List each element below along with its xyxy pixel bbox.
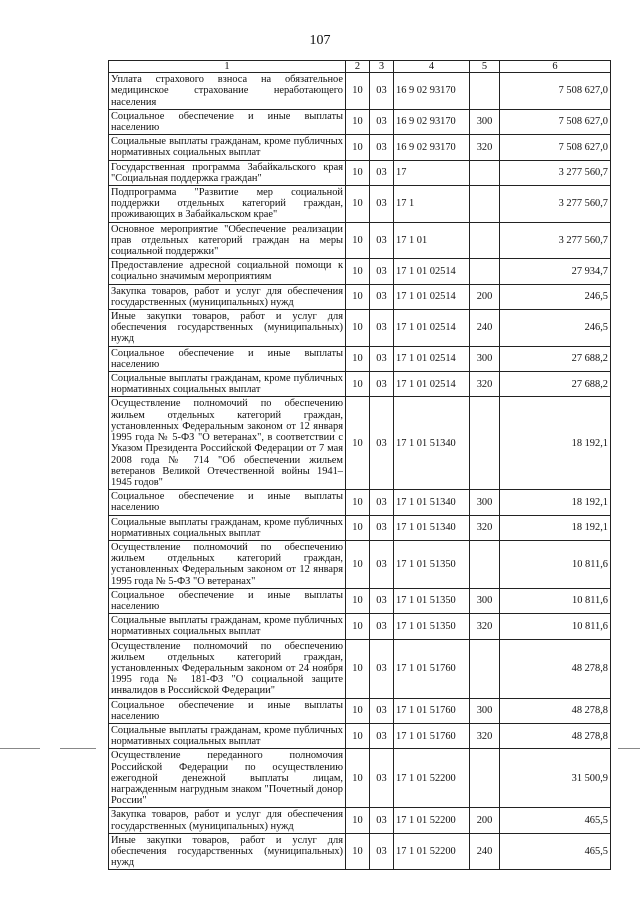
table-row <box>109 73 611 110</box>
row-section-cell: 10 <box>346 346 370 371</box>
row-name-cell: Уплата страхового взноса на обязательное медицинское страхование неработающего населения <box>109 73 346 110</box>
row-section-cell: 10 <box>346 749 370 808</box>
row-name-cell: Иные закупки товаров, работ и услуг для обеспечения государственных (муниципальных) нужд <box>109 833 346 870</box>
row-expense-type-cell: 300 <box>470 490 500 515</box>
row-amount-cell: 18 192,1 <box>500 490 611 515</box>
table-row <box>109 490 611 515</box>
row-amount-cell: 27 934,7 <box>500 259 611 284</box>
row-subsection-cell: 03 <box>370 639 394 698</box>
row-name-cell: Осуществление переданного полномочия Российской Федерации по осуществлению ежегодной денежной выплаты лицам, награжденным нагрудным знаком "Почетный донор России" <box>109 749 346 808</box>
row-target-code-cell: 17 1 01 52200 <box>394 749 470 808</box>
row-target-code-cell: 17 1 01 02514 <box>394 310 470 347</box>
row-target-code-cell: 17 1 01 <box>394 222 470 259</box>
row-subsection-cell: 03 <box>370 346 394 371</box>
row-amount-cell: 465,5 <box>500 833 611 870</box>
row-name-cell: Закупка товаров, работ и услуг для обеспечения государственных (муниципальных) нужд <box>109 284 346 309</box>
row-amount-cell: 7 508 627,0 <box>500 109 611 134</box>
row-name-cell: Социальное обеспечение и иные выплаты населению <box>109 698 346 723</box>
table-row <box>109 515 611 540</box>
row-subsection-cell: 03 <box>370 808 394 833</box>
row-subsection-cell: 03 <box>370 284 394 309</box>
table-row <box>109 259 611 284</box>
row-subsection-cell: 03 <box>370 73 394 110</box>
table-row <box>109 397 611 490</box>
row-subsection-cell: 03 <box>370 515 394 540</box>
table-row <box>109 588 611 613</box>
row-section-cell: 10 <box>346 698 370 723</box>
row-name-cell: Закупка товаров, работ и услуг для обеспечения государственных (муниципальных) нужд <box>109 808 346 833</box>
row-name-cell: Осуществление полномочий по обеспечению жильем отдельных категорий граждан, установленных Федеральным законом от 12 января 1995 года № 5-ФЗ "О ветеранах" <box>109 540 346 588</box>
row-expense-type-cell: 300 <box>470 109 500 134</box>
table-row <box>109 749 611 808</box>
row-name-cell: Социальное обеспечение и иные выплаты населению <box>109 109 346 134</box>
row-name-cell: Иные закупки товаров, работ и услуг для обеспечения государственных (муниципальных) нужд <box>109 310 346 347</box>
table-row <box>109 639 611 698</box>
header-cell-expense-type: 5 <box>470 61 500 73</box>
row-expense-type-cell: 200 <box>470 808 500 833</box>
row-amount-cell: 10 811,6 <box>500 588 611 613</box>
row-amount-cell: 27 688,2 <box>500 372 611 397</box>
row-name-cell: Подпрограмма "Развитие мер социальной поддержки отдельных категорий граждан, проживающих в Забайкальском крае" <box>109 186 346 223</box>
row-subsection-cell: 03 <box>370 222 394 259</box>
row-section-cell: 10 <box>346 372 370 397</box>
row-section-cell: 10 <box>346 73 370 110</box>
header-row <box>109 61 611 73</box>
row-target-code-cell: 17 1 01 52200 <box>394 833 470 870</box>
row-section-cell: 10 <box>346 588 370 613</box>
row-amount-cell: 7 508 627,0 <box>500 135 611 160</box>
row-target-code-cell: 17 1 01 51760 <box>394 723 470 748</box>
row-target-code-cell: 17 1 01 51340 <box>394 490 470 515</box>
row-name-cell: Социальные выплаты гражданам, кроме публичных нормативных социальных выплат <box>109 372 346 397</box>
row-amount-cell: 10 811,6 <box>500 614 611 639</box>
row-section-cell: 10 <box>346 284 370 309</box>
table-row <box>109 222 611 259</box>
row-amount-cell: 246,5 <box>500 284 611 309</box>
row-expense-type-cell: 300 <box>470 588 500 613</box>
row-expense-type-cell: 320 <box>470 614 500 639</box>
scan-artifact-line <box>618 748 640 749</box>
row-amount-cell: 48 278,8 <box>500 698 611 723</box>
row-expense-type-cell: 240 <box>470 833 500 870</box>
row-expense-type-cell: 300 <box>470 346 500 371</box>
row-name-cell: Государственная программа Забайкальского края "Социальная поддержка граждан" <box>109 160 346 185</box>
row-expense-type-cell: 240 <box>470 310 500 347</box>
row-target-code-cell: 17 1 01 51760 <box>394 639 470 698</box>
row-expense-type-cell: 200 <box>470 284 500 309</box>
row-target-code-cell: 17 1 01 02514 <box>394 259 470 284</box>
table-row <box>109 540 611 588</box>
row-section-cell: 10 <box>346 723 370 748</box>
row-subsection-cell: 03 <box>370 588 394 613</box>
table-row <box>109 346 611 371</box>
row-name-cell: Основное мероприятие "Обеспечение реализации прав отдельных категорий граждан на меры социальной поддержки" <box>109 222 346 259</box>
row-expense-type-cell <box>470 160 500 185</box>
row-subsection-cell: 03 <box>370 614 394 639</box>
table-row <box>109 284 611 309</box>
row-name-cell: Социальные выплаты гражданам, кроме публичных нормативных социальных выплат <box>109 515 346 540</box>
row-amount-cell: 10 811,6 <box>500 540 611 588</box>
row-name-cell: Социальное обеспечение и иные выплаты населению <box>109 588 346 613</box>
row-section-cell: 10 <box>346 222 370 259</box>
row-section-cell: 10 <box>346 490 370 515</box>
header-cell-subsection: 3 <box>370 61 394 73</box>
row-section-cell: 10 <box>346 186 370 223</box>
row-name-cell: Социальное обеспечение и иные выплаты населению <box>109 346 346 371</box>
row-expense-type-cell <box>470 639 500 698</box>
row-target-code-cell: 17 1 01 02514 <box>394 346 470 371</box>
row-expense-type-cell: 320 <box>470 515 500 540</box>
row-name-cell: Предоставление адресной социальной помощи к социально значимым мероприятиям <box>109 259 346 284</box>
row-target-code-cell: 17 1 01 51340 <box>394 515 470 540</box>
row-amount-cell: 31 500,9 <box>500 749 611 808</box>
row-section-cell: 10 <box>346 808 370 833</box>
row-section-cell: 10 <box>346 639 370 698</box>
row-target-code-cell: 16 9 02 93170 <box>394 109 470 134</box>
row-expense-type-cell: 320 <box>470 723 500 748</box>
row-target-code-cell: 17 1 01 51760 <box>394 698 470 723</box>
row-section-cell: 10 <box>346 259 370 284</box>
row-target-code-cell: 17 1 01 02514 <box>394 284 470 309</box>
row-section-cell: 10 <box>346 310 370 347</box>
row-subsection-cell: 03 <box>370 135 394 160</box>
table-row <box>109 310 611 347</box>
table-row <box>109 186 611 223</box>
header-cell-target-code: 4 <box>394 61 470 73</box>
page-number: 107 <box>309 33 331 48</box>
row-expense-type-cell <box>470 259 500 284</box>
row-subsection-cell: 03 <box>370 833 394 870</box>
row-subsection-cell: 03 <box>370 397 394 490</box>
row-target-code-cell: 17 1 01 52200 <box>394 808 470 833</box>
row-expense-type-cell <box>470 186 500 223</box>
row-amount-cell: 27 688,2 <box>500 346 611 371</box>
row-target-code-cell: 17 1 <box>394 186 470 223</box>
row-target-code-cell: 16 9 02 93170 <box>394 73 470 110</box>
row-expense-type-cell: 300 <box>470 698 500 723</box>
row-target-code-cell: 17 1 01 51340 <box>394 397 470 490</box>
row-section-cell: 10 <box>346 614 370 639</box>
row-section-cell: 10 <box>346 397 370 490</box>
row-section-cell: 10 <box>346 540 370 588</box>
row-target-code-cell: 17 1 01 51350 <box>394 614 470 639</box>
row-subsection-cell: 03 <box>370 372 394 397</box>
row-name-cell: Социальные выплаты гражданам, кроме публичных нормативных социальных выплат <box>109 135 346 160</box>
row-subsection-cell: 03 <box>370 698 394 723</box>
row-name-cell: Социальные выплаты гражданам, кроме публичных нормативных социальных выплат <box>109 723 346 748</box>
row-amount-cell: 3 277 560,7 <box>500 160 611 185</box>
row-subsection-cell: 03 <box>370 490 394 515</box>
row-expense-type-cell <box>470 540 500 588</box>
row-target-code-cell: 17 1 01 51350 <box>394 540 470 588</box>
row-amount-cell: 18 192,1 <box>500 397 611 490</box>
row-section-cell: 10 <box>346 160 370 185</box>
row-section-cell: 10 <box>346 109 370 134</box>
scan-artifact-line <box>0 748 40 749</box>
row-amount-cell: 3 277 560,7 <box>500 186 611 223</box>
table-row <box>109 109 611 134</box>
table-row <box>109 135 611 160</box>
header-cell-section: 2 <box>346 61 370 73</box>
row-name-cell: Социальные выплаты гражданам, кроме публичных нормативных социальных выплат <box>109 614 346 639</box>
row-section-cell: 10 <box>346 833 370 870</box>
row-target-code-cell: 16 9 02 93170 <box>394 135 470 160</box>
table-row <box>109 698 611 723</box>
row-amount-cell: 465,5 <box>500 808 611 833</box>
scan-artifact-line <box>60 748 96 749</box>
budget-table <box>108 60 611 870</box>
table-row <box>109 160 611 185</box>
row-subsection-cell: 03 <box>370 540 394 588</box>
table-row <box>109 833 611 870</box>
row-amount-cell: 18 192,1 <box>500 515 611 540</box>
row-section-cell: 10 <box>346 515 370 540</box>
row-amount-cell: 246,5 <box>500 310 611 347</box>
row-amount-cell: 7 508 627,0 <box>500 73 611 110</box>
row-amount-cell: 3 277 560,7 <box>500 222 611 259</box>
row-amount-cell: 48 278,8 <box>500 723 611 748</box>
header-cell-name: 1 <box>109 61 346 73</box>
row-expense-type-cell <box>470 749 500 808</box>
row-target-code-cell: 17 1 01 51350 <box>394 588 470 613</box>
table-row <box>109 372 611 397</box>
row-name-cell: Осуществление полномочий по обеспечению жильем отдельных категорий граждан, установленных Федеральным законом от 24 ноября 1995 года № 181-ФЗ "О социальной защите инвалидов в Российской Федерации" <box>109 639 346 698</box>
row-expense-type-cell <box>470 222 500 259</box>
table-row <box>109 723 611 748</box>
table-row <box>109 808 611 833</box>
row-subsection-cell: 03 <box>370 109 394 134</box>
row-subsection-cell: 03 <box>370 723 394 748</box>
row-subsection-cell: 03 <box>370 186 394 223</box>
row-subsection-cell: 03 <box>370 160 394 185</box>
row-name-cell: Социальное обеспечение и иные выплаты населению <box>109 490 346 515</box>
row-target-code-cell: 17 <box>394 160 470 185</box>
row-amount-cell: 48 278,8 <box>500 639 611 698</box>
row-expense-type-cell <box>470 397 500 490</box>
table-row <box>109 614 611 639</box>
row-subsection-cell: 03 <box>370 259 394 284</box>
row-expense-type-cell: 320 <box>470 372 500 397</box>
row-subsection-cell: 03 <box>370 310 394 347</box>
row-target-code-cell: 17 1 01 02514 <box>394 372 470 397</box>
row-section-cell: 10 <box>346 135 370 160</box>
header-cell-amount: 6 <box>500 61 611 73</box>
row-expense-type-cell: 320 <box>470 135 500 160</box>
row-subsection-cell: 03 <box>370 749 394 808</box>
row-expense-type-cell <box>470 73 500 110</box>
row-name-cell: Осуществление полномочий по обеспечению жильем отдельных категорий граждан, установленных Федеральным законом от 12 января 1995 года № 5-ФЗ "О ветеранах", в соответствии с Указом Президента Российской Федерации от 7 мая 2008 года № 714 "Об обеспечении жильем ветеранов Великой Отечественной войны 1941–1945 годов" <box>109 397 346 490</box>
